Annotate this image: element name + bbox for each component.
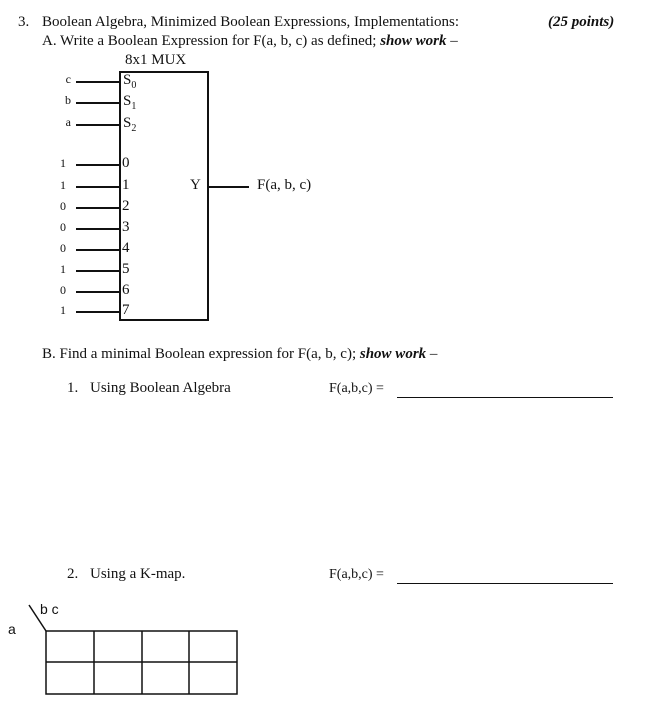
data-value-6: 0	[60, 283, 66, 297]
item-1-number: 1.	[67, 380, 79, 396]
data-value-1: 1	[60, 178, 66, 192]
select-input-a: a	[65, 115, 71, 129]
mux-title: 8x1 MUX	[125, 52, 187, 68]
s1-sub: 1	[131, 101, 137, 112]
item-1-answer-label: F(a,b,c) =	[329, 381, 384, 396]
data-value-7: 1	[60, 303, 66, 317]
s0-base: S	[123, 72, 132, 88]
kmap-diagonal-line	[29, 605, 46, 631]
item-1-label: Using Boolean Algebra	[90, 380, 231, 396]
data-pin-2: 2	[122, 198, 130, 214]
data-pin-1: 1	[122, 177, 130, 193]
item-2-answer-label: F(a,b,c) =	[329, 567, 384, 582]
part-a-dash: –	[446, 33, 458, 49]
part-a-text: A. Write a Boolean Expression for F(a, b, c) as defined;	[42, 33, 381, 49]
item-2-number: 2.	[67, 566, 79, 582]
data-pin-4: 4	[122, 240, 130, 256]
output-label: Y	[190, 177, 201, 193]
data-value-3: 0	[60, 220, 66, 234]
data-pin-0: 0	[122, 155, 130, 171]
kmap-row-variable: a	[8, 621, 16, 637]
data-pin-6: 6	[122, 282, 130, 298]
kmap-column-variables: b c	[40, 601, 59, 617]
data-value-5: 1	[60, 262, 66, 276]
question-title: Boolean Algebra, Minimized Boolean Expressions, Implementations:	[42, 14, 460, 30]
points-label: (25 points)	[548, 14, 615, 30]
data-value-2: 0	[60, 199, 66, 213]
data-pin-3: 3	[122, 219, 130, 235]
s0-sub: 0	[131, 80, 137, 91]
data-value-4: 0	[60, 241, 66, 255]
part-b-text: B. Find a minimal Boolean expression for F(a, b, c);	[42, 346, 360, 362]
s2-sub: 2	[131, 123, 137, 134]
part-a-emphasis: show work	[380, 33, 447, 49]
question-number: 3.	[18, 14, 30, 30]
part-b-dash: –	[426, 346, 438, 362]
select-input-c: c	[65, 72, 71, 86]
s2-base: S	[123, 115, 132, 131]
data-value-0: 1	[60, 156, 66, 170]
output-function: F(a, b, c)	[257, 177, 312, 193]
s1-base: S	[123, 93, 132, 109]
part-b-emphasis: show work	[359, 346, 427, 362]
select-input-b: b	[65, 93, 71, 107]
data-pin-5: 5	[122, 261, 130, 277]
item-2-label: Using a K-map.	[90, 566, 186, 582]
data-pin-7: 7	[122, 302, 130, 318]
